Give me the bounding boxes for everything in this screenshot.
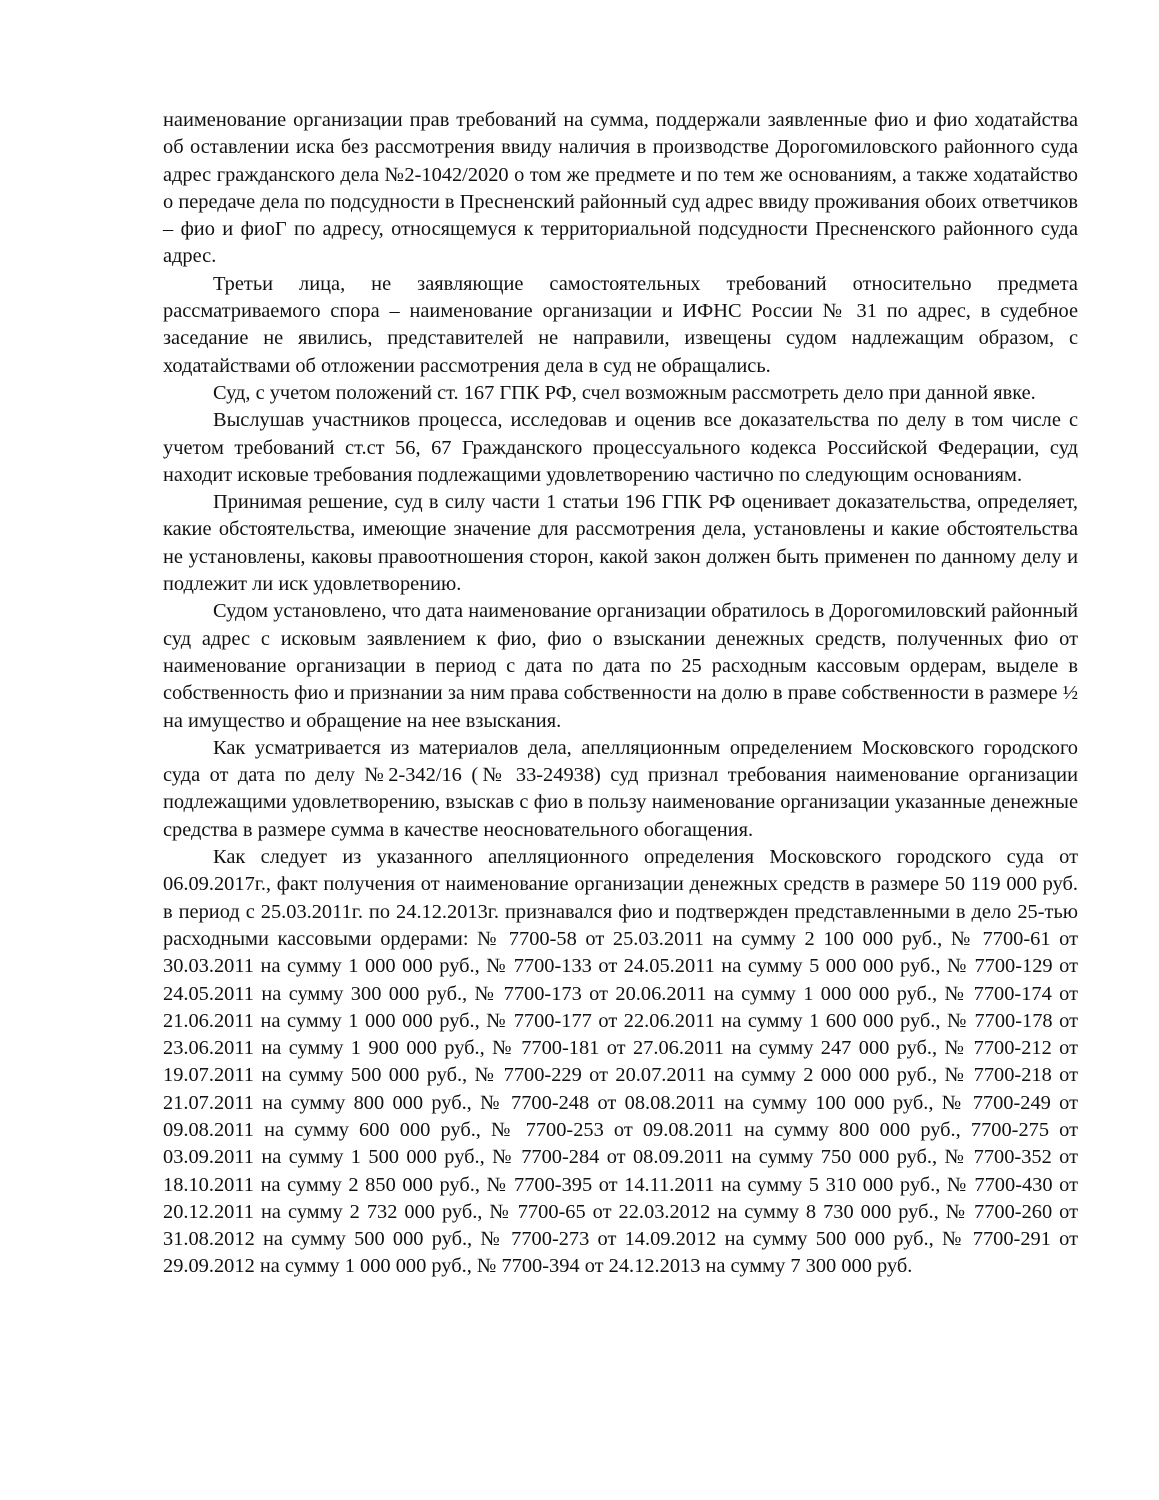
paragraph-third-parties: Третьи лица, не заявляющие самостоятельных требований относительно предмета рассматриваемого спора – наименование организации и ИФНС России № 31 по адрес, в судебное заседание не явились, представителей не направили, извещены судом надлежащим образом, с ходатайствами об отложении рассмотрения дела в суд не обращались.: [163, 272, 1078, 377]
document-page: [163, 107, 1078, 1281]
paragraph-court-decision-attendance: Суд, с учетом положений ст. 167 ГПК РФ, счел возможным рассмотреть дело при данной явке.: [213, 381, 1036, 404]
paragraph-appeal-ruling: Как усматривается из материалов дела, апелляционным определением Московского городского суда от дата по делу №2-342/16 (№ 33-24938) суд признал требования наименование организации подлежащими удовлетворению, взыскав с фио в пользу наименование организации указанные денежные средства в размере сумма в качестве неосновательного обогащения.: [163, 736, 1078, 841]
paragraph-cash-orders: Как следует из указанного апелляционного определения Московского городского суда от 06.09.2017г., факт получения от наименование организации денежных средств в размере 50 119 000 руб. в период с 25.03.2011г. по 24.12.2013г. признавался фио и подтвержден представленными в дело 25-тью расходными кассовыми ордерами: № 7700-58 от 25.03.2011 на сумму 2 100 000 руб., № 7700-61 от 30.03.2011 на сумму 1 000 000 руб., № 7700-133 от 24.05.2011 на сумму 5 000 000 руб., № 7700-129 от 24.05.2011 на сумму 300 000 руб., № 7700-173 от 20.06.2011 на сумму 1 000 000 руб., № 7700-174 от 21.06.2011 на сумму 1 000 000 руб., № 7700-177 от 22.06.2011 на сумму 1 600 000 руб., № 7700-178 от 23.06.2011 на сумму 1 900 000 руб., № 7700-181 от 27.06.2011 на сумму 247 000 руб., № 7700-212 от 19.07.2011 на сумму 500 000 руб., № 7700-229 от 20.07.2011 на сумму 2 000 000 руб., № 7700-218 от 21.07.2011 на сумму 800 000 руб., № 7700-248 от 08.08.2011 на сумму 100 000 руб., № 7700-249 от 09.08.2011 на сумму 600 000 руб., № 7700-253 от 09.08.2011 на сумму 800 000 руб., 7700-275 от 03.09.2011 на сумму 1 500 000 руб., № 7700-284 от 08.09.2011 на сумму 750 000 руб., № 7700-352 от 18.10.2011 на сумму 2 850 000 руб., № 7700-395 от 14.11.2011 на сумму 5 310 000 руб., № 7700-430 от 20.12.2011 на сумму 2 732 000 руб., № 7700-65 от 22.03.2012 на сумму 8 730 000 руб., № 7700-260 от 31.08.2012 на сумму 500 000 руб., № 7700-273 от 14.09.2012 на сумму 500 000 руб., № 7700-291 от 29.09.2012 на сумму 1 000 000 руб., № 7700-394 от 24.12.2013 на сумму 7 300 000 руб.: [163, 846, 1078, 1278]
paragraph-evidence-review: Выслушав участников процесса, исследовав и оценив все доказательства по делу в том числе с учетом требований ст.ст 56, 67 Гражданского процессуального кодекса Российской Федерации, суд находит исковые требования подлежащими удовлетворению частично по следующим основаниям.: [163, 409, 1078, 486]
paragraph-continuation: наименование организации прав требований на сумма, поддержали заявленные фио и фио ходатайства об оставлении иска без рассмотрения ввиду наличия в производстве Дорогомиловского районного суда адрес гражданского дела №2-1042/2020 о том же предмете и по тем же основаниям, а также ходатайство о передаче дела по подсудности в Пресненский районный суд адрес ввиду проживания обоих ответчиков – фио и фиоГ по адресу, относящемуся к территориальной подсудности Пресненского районного суда адрес.: [163, 109, 1078, 268]
paragraph-established-facts: Судом установлено, что дата наименование организации обратилось в Дорогомиловский районный суд адрес с исковым заявлением к фио, фио о взыскании денежных средств, полученных фио от наименование организации в период с дата по дата по 25 расходным кассовым ордерам, выделе в собственность фио и признании за ним права собственности на долю в праве собственности в размере ½ на имущество и обращение на нее взыскания.: [163, 600, 1078, 732]
paragraph-decision-basis: Принимая решение, суд в силу части 1 статьи 196 ГПК РФ оценивает доказательства, определяет, какие обстоятельства, имеющие значение для рассмотрения дела, установлены и какие обстоятельства не установлены, каковы правоотношения сторон, какой закон должен быть применен по данному делу и подлежит ли иск удовлетворению.: [163, 491, 1078, 596]
